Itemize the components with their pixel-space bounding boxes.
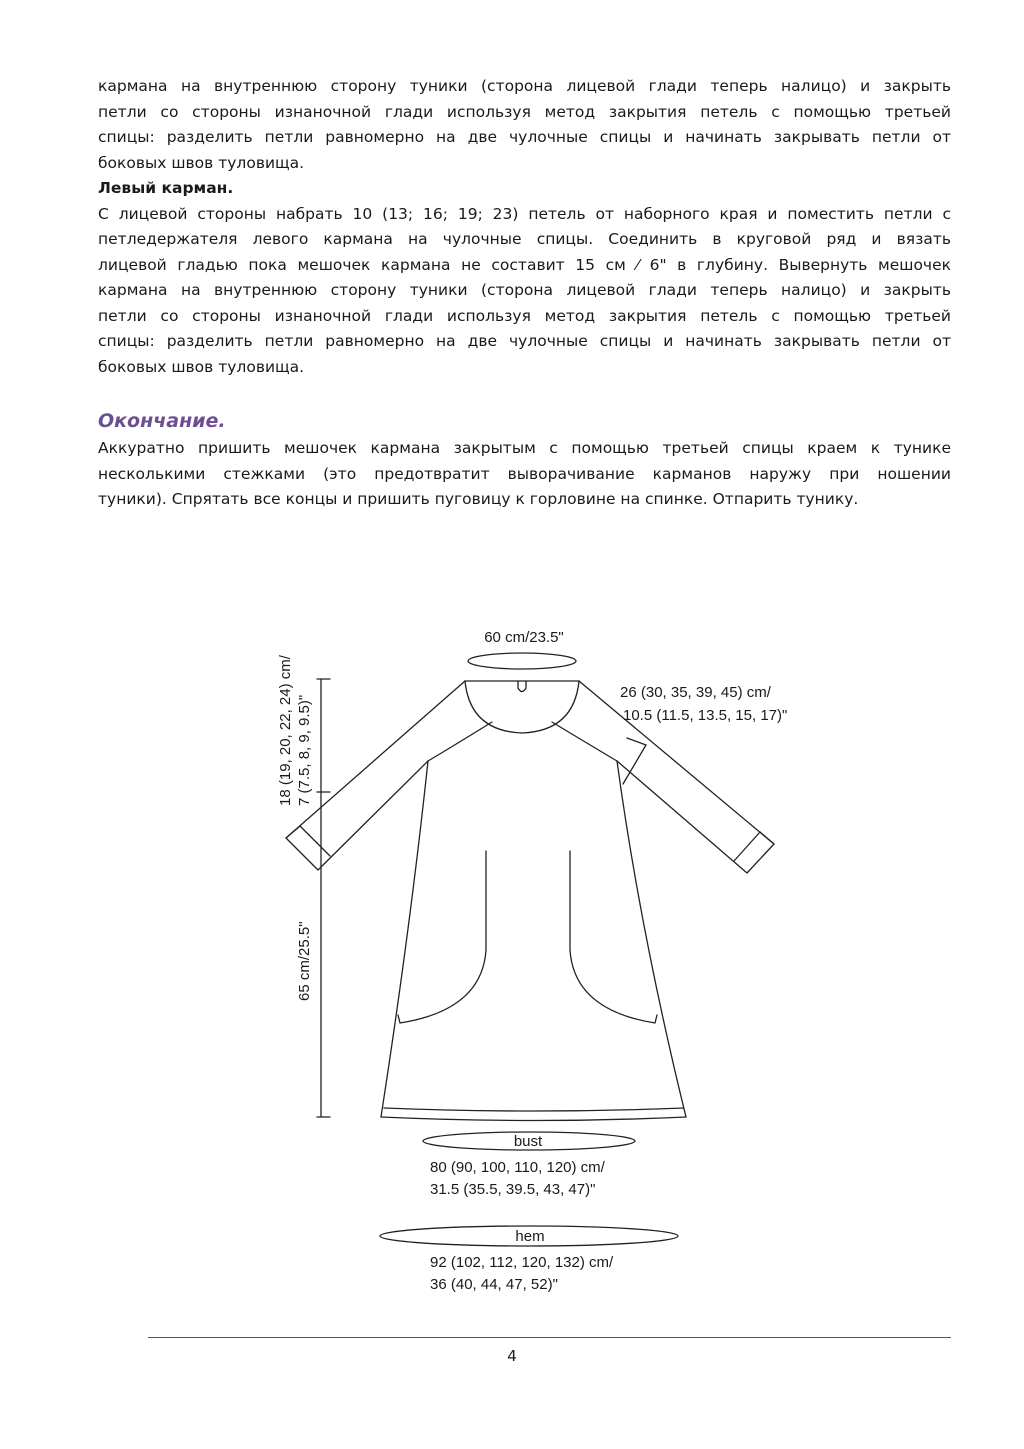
sleeve-measure-tick — [627, 738, 646, 745]
left-cuff-edge — [300, 826, 330, 856]
text-line: С лицевой стороны набрать 10 (13; 16; 19; 23) петель от наборного края и поместить петли с — [98, 204, 951, 223]
text-line: спицы: разделить петли равномерно на две чулочные спицы и начинать закрывать петли от — [98, 332, 951, 350]
neck-ellipse — [468, 653, 576, 669]
left-body-side — [381, 761, 428, 1117]
left-pocket-heading: Левый карман. — [98, 179, 234, 197]
intro-paragraph — [98, 74, 951, 176]
hem-label: hem — [515, 1228, 545, 1245]
text-line: кармана на внутреннюю сторону туники (сторона лицевой глади теперь налицо) и закрыть — [98, 77, 951, 95]
text-line: туники). Спрятать все концы и пришить пуговицу к горловине на спинке. Отпарить тунику. — [98, 490, 859, 508]
text-line: несколькими стежками (это предотвратит выворачивание карманов наружу при ношении — [98, 464, 951, 483]
right-cuff-line — [760, 832, 774, 844]
hem-line — [381, 1117, 686, 1121]
neckline — [465, 681, 579, 733]
sleeve-label-line2: 10.5 (11.5, 13.5, 15, 17)" — [623, 707, 788, 724]
hem-measure-line1: 92 (102, 112, 120, 132) cm/ — [430, 1254, 614, 1271]
sleeve-label-line1: 26 (30, 35, 39, 45) cm/ — [620, 684, 771, 701]
finishing-heading: Окончание. — [98, 410, 226, 432]
text-line: боковых швов туловища. — [98, 357, 305, 376]
hem-border — [384, 1108, 684, 1111]
text-line: петли со стороны изнаночной глади используя метод закрытия петель с помощью третьей — [98, 306, 951, 325]
text-line: петледержателя левого кармана на чулочные спицы. Соединить в круговой ряд и вязать — [98, 230, 951, 248]
right-body-side — [617, 761, 686, 1117]
button-loop — [518, 681, 526, 692]
bust-label: bust — [513, 1133, 543, 1150]
text-line: боковых швов туловища. — [98, 153, 305, 172]
finishing-section — [98, 408, 951, 513]
yoke-label-line2: 7 (7.5, 8, 9, 9.5)" — [296, 694, 313, 806]
left-raglan — [428, 722, 492, 761]
bust-measure-line1: 80 (90, 100, 110, 120) cm/ — [430, 1159, 605, 1176]
page-number: 4 — [507, 1347, 517, 1365]
length-label: 65 cm/25.5" — [296, 921, 313, 1001]
left-pocket-section — [98, 176, 951, 380]
sleeve-measure-line — [623, 745, 646, 784]
text-line: петли со стороны изнаночной глади используя метод закрытия петель с помощью третьей — [98, 102, 951, 121]
right-pocket — [570, 851, 657, 1023]
yoke-label-line1: 18 (19, 20, 22, 24) cm/ — [277, 655, 294, 806]
right-cuff-edge — [734, 832, 760, 861]
left-pocket — [398, 851, 486, 1023]
right-raglan — [552, 722, 617, 761]
left-cuff-line — [286, 826, 300, 838]
footer-divider — [148, 1337, 951, 1338]
text-line: лицевой гладью пока мешочек кармана не составит 15 см ⁄ 6" в глубину. Вывернуть мешочек — [98, 255, 951, 274]
text-line: кармана на внутреннюю сторону туники (сторона лицевой глади теперь налицо) и закрыть — [98, 281, 951, 299]
bust-measure-line2: 31.5 (35.5, 39.5, 43, 47)" — [430, 1181, 596, 1198]
text-line: Аккуратно пришить мешочек кармана закрытым с помощью третьей спицы краем к тунике — [98, 439, 951, 457]
hem-measure-line2: 36 (40, 44, 47, 52)" — [430, 1276, 558, 1293]
tunic-schematic — [0, 600, 1024, 1320]
text-line: спицы: разделить петли равномерно на две чулочные спицы и начинать закрывать петли от — [98, 128, 951, 146]
neck-label: 60 cm/23.5" — [484, 629, 564, 646]
